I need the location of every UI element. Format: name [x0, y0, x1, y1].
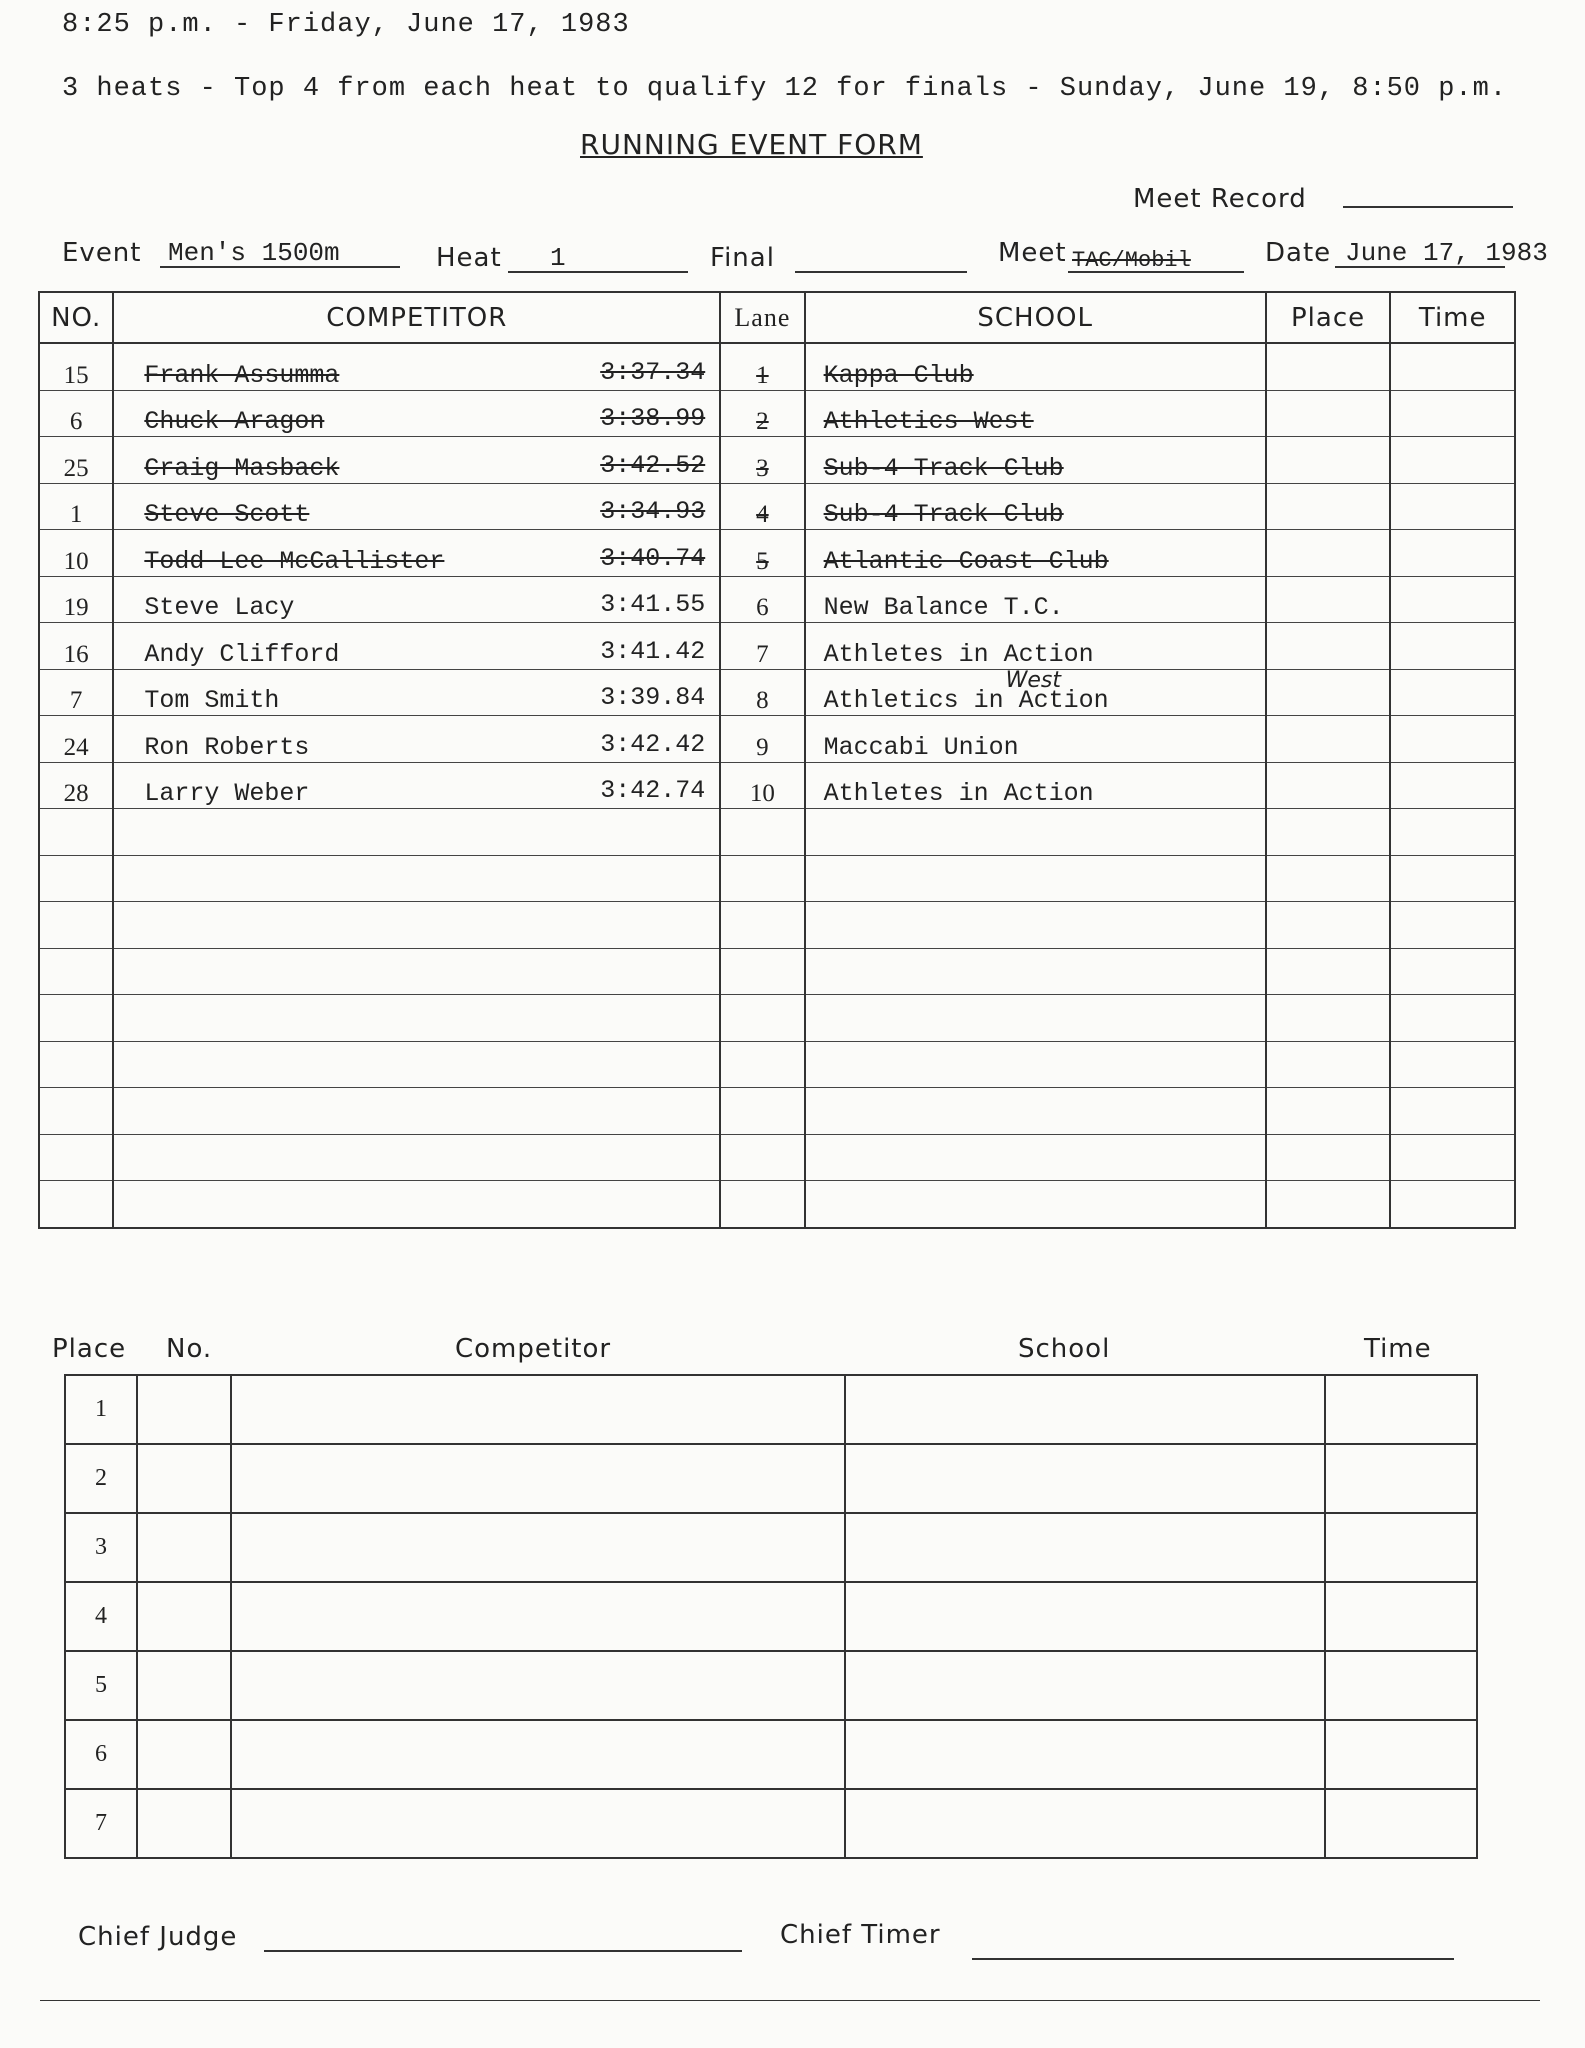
col-no: NO.	[39, 292, 113, 343]
final-label: Final	[710, 243, 775, 273]
entry-no[interactable]	[39, 1134, 113, 1181]
entry-no: 6	[39, 390, 113, 437]
entry-place[interactable]	[1266, 855, 1391, 902]
entry-time[interactable]	[1390, 390, 1515, 437]
entry-row-blank	[39, 1181, 1515, 1228]
entry-time[interactable]	[1390, 1181, 1515, 1228]
entry-school: Athletics West	[823, 407, 1034, 436]
entry-school-cell[interactable]	[805, 995, 1266, 1042]
entry-school: Kappa Club	[823, 360, 974, 390]
entry-time[interactable]	[1390, 669, 1515, 716]
results-competitor[interactable]	[231, 1651, 845, 1720]
entry-lane: 7	[720, 623, 804, 670]
entry-seed-mark: 3:42.74	[600, 776, 706, 805]
entry-time[interactable]	[1390, 343, 1515, 390]
entry-no[interactable]	[39, 855, 113, 902]
entry-school-cell[interactable]	[805, 1134, 1266, 1181]
entry-lane: 9	[720, 716, 804, 763]
entry-school-cell[interactable]	[805, 1041, 1266, 1088]
entry-row-blank	[39, 1041, 1515, 1088]
entry-place[interactable]	[1266, 390, 1391, 437]
entry-competitor-cell	[113, 669, 720, 716]
results-time[interactable]	[1325, 1651, 1477, 1720]
entry-seed-mark: 3:40.74	[600, 543, 706, 573]
school-correction: West	[1005, 667, 1061, 693]
entry-time[interactable]	[1390, 530, 1515, 577]
entry-lane[interactable]	[720, 995, 804, 1042]
entry-school-cell	[805, 483, 1266, 530]
entry-lane[interactable]	[720, 1181, 804, 1228]
entry-competitor: Chuck Aragon	[144, 407, 325, 436]
entry-no[interactable]	[39, 1181, 113, 1228]
entry-place[interactable]	[1266, 483, 1391, 530]
heat-field-line	[508, 271, 688, 273]
entry-seed-mark: 3:34.93	[600, 497, 706, 526]
entry-competitor-cell	[113, 716, 720, 763]
entry-lane[interactable]	[720, 1088, 804, 1135]
results-row	[65, 1789, 1477, 1858]
entry-school-cell	[805, 623, 1266, 670]
heat-value: 1	[550, 243, 566, 273]
entry-seed-mark: 3:37.34	[600, 357, 706, 387]
results-time[interactable]	[1325, 1582, 1477, 1651]
entry-place[interactable]	[1266, 576, 1391, 623]
results-col-competitor: Competitor	[455, 1334, 612, 1364]
entry-no: 1	[39, 483, 113, 530]
results-row	[65, 1651, 1477, 1720]
entry-school-cell	[805, 716, 1266, 763]
entry-competitor-cell[interactable]	[113, 1088, 720, 1135]
entry-school-cell[interactable]	[805, 1088, 1266, 1135]
entry-competitor-cell	[113, 623, 720, 670]
results-competitor[interactable]	[231, 1720, 845, 1789]
entry-seed-mark: 3:38.99	[600, 404, 706, 433]
entry-place[interactable]	[1266, 948, 1391, 995]
entry-seed-mark: 3:41.55	[600, 590, 706, 619]
qualification-note: 3 heats - Top 4 from each heat to qualify 12 for finals - Sunday, June 19, 8:50 p.m.	[62, 74, 1508, 104]
results-place: 5	[65, 1651, 137, 1720]
entry-place[interactable]	[1266, 1088, 1391, 1135]
entry-row	[39, 390, 1515, 437]
results-place: 1	[65, 1375, 137, 1444]
results-table	[64, 1374, 1478, 1859]
entry-school-cell[interactable]	[805, 1181, 1266, 1228]
entry-lane: 5	[720, 530, 804, 577]
entry-lane: 4	[720, 483, 804, 530]
results-row	[65, 1513, 1477, 1582]
entry-no[interactable]	[39, 995, 113, 1042]
entry-time[interactable]	[1390, 762, 1515, 809]
results-no[interactable]	[137, 1375, 231, 1444]
entry-row-blank	[39, 855, 1515, 902]
results-competitor[interactable]	[231, 1444, 845, 1513]
entry-competitor-cell	[113, 530, 720, 577]
entry-place[interactable]	[1266, 623, 1391, 670]
event-field-line	[160, 266, 400, 268]
entry-competitor-cell	[113, 483, 720, 530]
entry-school-cell[interactable]	[805, 902, 1266, 949]
entry-competitor-cell[interactable]	[113, 855, 720, 902]
entry-time[interactable]	[1390, 1041, 1515, 1088]
results-no[interactable]	[137, 1651, 231, 1720]
results-school[interactable]	[845, 1444, 1325, 1513]
col-school: SCHOOL	[805, 292, 1266, 343]
entry-no[interactable]	[39, 1088, 113, 1135]
results-row	[65, 1375, 1477, 1444]
entry-school-cell[interactable]	[805, 948, 1266, 995]
date-field-line	[1335, 266, 1505, 268]
chief-timer-label: Chief Timer	[780, 1920, 941, 1950]
entry-lane[interactable]	[720, 948, 804, 995]
entry-school: New Balance T.C.	[823, 593, 1064, 622]
entry-place[interactable]	[1266, 809, 1391, 856]
results-col-place: Place	[52, 1334, 127, 1364]
results-competitor[interactable]	[231, 1375, 845, 1444]
entry-no[interactable]	[39, 1041, 113, 1088]
entry-school-cell	[805, 343, 1266, 390]
entry-seed-mark: 3:39.84	[600, 683, 706, 712]
entry-school-cell	[805, 530, 1266, 577]
entry-competitor-cell	[113, 390, 720, 437]
entry-seed-mark: 3:42.42	[600, 729, 706, 759]
results-school[interactable]	[845, 1513, 1325, 1582]
entry-no: 19	[39, 576, 113, 623]
entry-competitor: Craig Masback	[144, 453, 340, 483]
entry-time[interactable]	[1390, 623, 1515, 670]
entry-school: Athletes in Action	[823, 779, 1094, 808]
entry-row-blank	[39, 809, 1515, 856]
results-no[interactable]	[137, 1513, 231, 1582]
entry-competitor-cell[interactable]	[113, 948, 720, 995]
results-competitor[interactable]	[231, 1789, 845, 1858]
col-time: Time	[1390, 292, 1515, 343]
entry-school-cell[interactable]	[805, 809, 1266, 856]
entry-place[interactable]	[1266, 1041, 1391, 1088]
entry-place[interactable]	[1266, 716, 1391, 763]
results-col-no: No.	[166, 1334, 213, 1364]
entry-time[interactable]	[1390, 1134, 1515, 1181]
entry-school-cell	[805, 576, 1266, 623]
entry-place[interactable]	[1266, 902, 1391, 949]
entry-row	[39, 530, 1515, 577]
entry-time[interactable]	[1390, 902, 1515, 949]
entry-row	[39, 343, 1515, 390]
entry-row	[39, 762, 1515, 809]
results-row	[65, 1444, 1477, 1513]
entry-lane: 8	[720, 669, 804, 716]
results-time[interactable]	[1325, 1375, 1477, 1444]
entry-no: 10	[39, 530, 113, 577]
entry-school: Sub-4 Track Club	[823, 500, 1064, 529]
entry-no: 24	[39, 716, 113, 763]
event-label: Event	[62, 238, 142, 268]
entry-no: 7	[39, 669, 113, 716]
entry-competitor: Steve Lacy	[144, 593, 295, 622]
entry-lane: 6	[720, 576, 804, 623]
results-place: 2	[65, 1444, 137, 1513]
entry-row	[39, 623, 1515, 670]
meet-record-label: Meet Record	[1133, 184, 1307, 214]
results-col-time: Time	[1364, 1334, 1432, 1364]
entry-no: 15	[39, 343, 113, 390]
entry-lane[interactable]	[720, 1041, 804, 1088]
entry-table	[38, 291, 1516, 1229]
meet-record-field[interactable]	[1343, 206, 1513, 208]
entry-lane[interactable]	[720, 1134, 804, 1181]
entry-no: 28	[39, 762, 113, 809]
entry-competitor: Larry Weber	[144, 779, 310, 808]
entry-competitor: Tom Smith	[144, 686, 280, 715]
event-value: Men's 1500m	[168, 238, 340, 268]
chief-timer-line[interactable]	[972, 1958, 1454, 1960]
entry-table-header	[39, 292, 1515, 343]
meet-value: TAC/Mobil	[1072, 248, 1191, 273]
entry-competitor: Todd Lee McCallister	[144, 546, 445, 576]
entry-place[interactable]	[1266, 343, 1391, 390]
entry-place[interactable]	[1266, 1134, 1391, 1181]
results-school[interactable]	[845, 1789, 1325, 1858]
entry-time[interactable]	[1390, 948, 1515, 995]
entry-school-cell[interactable]	[805, 855, 1266, 902]
results-competitor[interactable]	[231, 1513, 845, 1582]
results-place: 3	[65, 1513, 137, 1582]
entry-time[interactable]	[1390, 809, 1515, 856]
results-no[interactable]	[137, 1789, 231, 1858]
entry-lane: 1	[720, 343, 804, 390]
entry-row-blank	[39, 902, 1515, 949]
bottom-rule	[40, 2000, 1540, 2001]
results-competitor[interactable]	[231, 1582, 845, 1651]
entry-competitor-cell	[113, 762, 720, 809]
chief-judge-line[interactable]	[264, 1950, 742, 1952]
entry-place[interactable]	[1266, 762, 1391, 809]
entry-lane[interactable]	[720, 855, 804, 902]
entry-row	[39, 716, 1515, 763]
entry-row-blank	[39, 948, 1515, 995]
entry-seed-mark: 3:42.52	[600, 450, 706, 480]
results-place: 4	[65, 1582, 137, 1651]
heat-label: Heat	[436, 243, 502, 273]
entry-time[interactable]	[1390, 437, 1515, 484]
col-lane: Lane	[720, 292, 804, 343]
entry-competitor-cell	[113, 576, 720, 623]
entry-time[interactable]	[1390, 716, 1515, 763]
date-value: June 17, 1983	[1345, 238, 1548, 268]
entry-no: 25	[39, 437, 113, 484]
entry-no[interactable]	[39, 902, 113, 949]
entry-school: Athletes in Action	[823, 639, 1094, 669]
results-no[interactable]	[137, 1444, 231, 1513]
final-field-line[interactable]	[795, 271, 967, 273]
entry-time[interactable]	[1390, 995, 1515, 1042]
entry-school: Athletics in Action	[823, 686, 1109, 715]
entry-no[interactable]	[39, 809, 113, 856]
entry-competitor-cell	[113, 343, 720, 390]
entry-row	[39, 669, 1515, 716]
results-school[interactable]	[845, 1720, 1325, 1789]
entry-school-cell	[805, 390, 1266, 437]
entry-no[interactable]	[39, 948, 113, 995]
entry-lane: 3	[720, 437, 804, 484]
entry-school-cell	[805, 669, 1266, 716]
entry-place[interactable]	[1266, 995, 1391, 1042]
results-school[interactable]	[845, 1375, 1325, 1444]
entry-no: 16	[39, 623, 113, 670]
results-time[interactable]	[1325, 1789, 1477, 1858]
form-title: RUNNING EVENT FORM	[580, 128, 923, 161]
entry-competitor-cell[interactable]	[113, 902, 720, 949]
entry-place[interactable]	[1266, 530, 1391, 577]
date-time-line: 8:25 p.m. - Friday, June 17, 1983	[62, 10, 630, 40]
col-competitor: COMPETITOR	[113, 292, 720, 343]
entry-row-blank	[39, 995, 1515, 1042]
entry-row	[39, 483, 1515, 530]
entry-row-blank	[39, 1134, 1515, 1181]
entry-lane[interactable]	[720, 902, 804, 949]
meet-label: Meet	[998, 238, 1067, 268]
entry-time[interactable]	[1390, 576, 1515, 623]
entry-lane: 2	[720, 390, 804, 437]
meet-field-line	[1068, 271, 1244, 273]
entry-competitor: Steve Scott	[144, 500, 310, 529]
results-no[interactable]	[137, 1720, 231, 1789]
entry-time[interactable]	[1390, 483, 1515, 530]
entry-competitor-cell[interactable]	[113, 1041, 720, 1088]
results-school[interactable]	[845, 1582, 1325, 1651]
entry-lane: 10	[720, 762, 804, 809]
results-no[interactable]	[137, 1582, 231, 1651]
results-school[interactable]	[845, 1651, 1325, 1720]
results-row	[65, 1582, 1477, 1651]
entry-school-cell	[805, 437, 1266, 484]
entry-competitor: Andy Clifford	[144, 639, 340, 669]
entry-place[interactable]	[1266, 437, 1391, 484]
entry-place[interactable]	[1266, 669, 1391, 716]
entry-competitor: Frank Assumma	[144, 360, 340, 390]
entry-lane[interactable]	[720, 809, 804, 856]
date-label: Date	[1265, 238, 1332, 268]
results-place: 7	[65, 1789, 137, 1858]
chief-judge-label: Chief Judge	[78, 1922, 238, 1952]
entry-competitor-cell[interactable]	[113, 809, 720, 856]
results-row	[65, 1720, 1477, 1789]
entry-competitor-cell[interactable]	[113, 995, 720, 1042]
entry-school: Maccabi Union	[823, 732, 1019, 762]
results-place: 6	[65, 1720, 137, 1789]
entry-competitor: Ron Roberts	[144, 732, 310, 762]
entry-competitor-cell[interactable]	[113, 1134, 720, 1181]
entry-competitor-cell	[113, 437, 720, 484]
entry-row-blank	[39, 1088, 1515, 1135]
results-time[interactable]	[1325, 1444, 1477, 1513]
entry-school: Atlantic Coast Club	[823, 546, 1109, 576]
entry-competitor-cell[interactable]	[113, 1181, 720, 1228]
entry-row	[39, 576, 1515, 623]
entry-time[interactable]	[1390, 855, 1515, 902]
results-col-school: School	[1018, 1334, 1111, 1364]
entry-school: Sub-4 Track Club	[823, 453, 1064, 483]
results-time[interactable]	[1325, 1513, 1477, 1582]
results-time[interactable]	[1325, 1720, 1477, 1789]
col-place: Place	[1266, 292, 1391, 343]
entry-row	[39, 437, 1515, 484]
entry-school-cell	[805, 762, 1266, 809]
entry-time[interactable]	[1390, 1088, 1515, 1135]
entry-seed-mark: 3:41.42	[600, 636, 706, 666]
entry-place[interactable]	[1266, 1181, 1391, 1228]
